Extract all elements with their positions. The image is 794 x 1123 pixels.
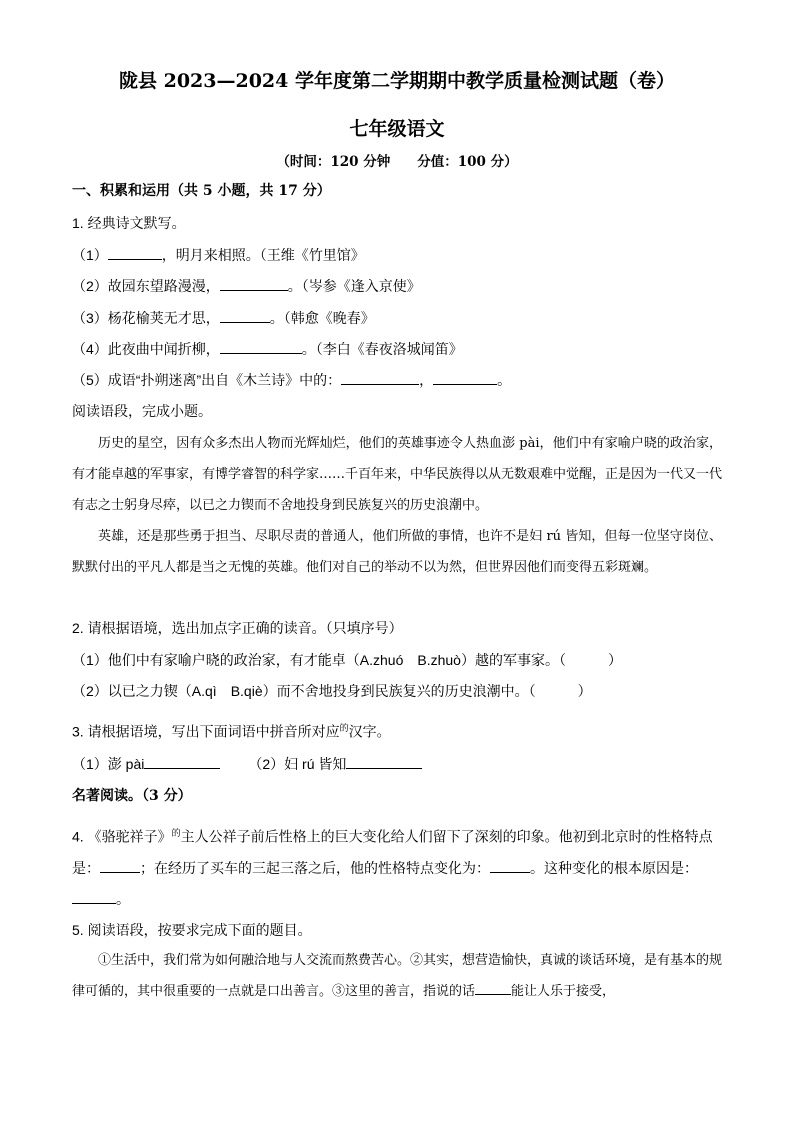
q1-item-2 [72,276,732,296]
answer-blank[interactable] [433,370,497,385]
answer-blank[interactable] [220,308,270,323]
q2-stem: 2. 请根据语境，选出加点字正确的读音。（只填序号） [72,620,403,636]
q4-line-1-sup: 的 [171,828,181,838]
reading-paragraph-1: 历史的星空，因有众多杰出人物而光辉灿烂，他们的英雄事迹令人热血澎 pài，他们中有家喻户晓的政治家，有才能卓越的军事家，有博学睿智的科学家……千百年来，中华民族得以从无数艰难中觉醒，正是因为一代又一代有志之士躬身尽瘁，以已之力锲而不舍地投身到民族复兴的历史浪潮中。 [72,436,723,513]
q1-item-3-post: 。（韩愈《晚春》 [269,310,375,326]
q1-item-4-post: 。（李白《春夜洛城闻笛》 [301,341,463,357]
q3-stem [72,718,732,742]
q5-stem: 5. 阅读语段，按要求完成下面的题目。 [72,922,312,938]
answer-blank[interactable] [72,889,116,904]
q4-line-2-b: ；在经历了买车的三起三落之后，他的性格特点变化为： [140,860,490,876]
answer-blank[interactable] [100,858,140,873]
q5-paragraph-text: ①生活中，我们常为如何融洽地与人交流而熬费苦心。②其实，想营造愉快，真诚的谈话环境，是有基本的规律可循的，其中很重要的一点就是口出善言。③这里的善言，指说的话 [72,953,723,999]
section-heading-2: 名著阅读。（3 分） [72,788,192,804]
q4-line-3-end: 。 [116,891,130,907]
q1-item-3-pre: （3）杨花榆荚无才思， [72,310,220,326]
q5-paragraph-end: 能让人乐于接受， [511,984,616,999]
q1-item-5-pre: （5）成语“扑朔迷离”出自《木兰诗》中的： [72,372,342,388]
q4-line-2 [72,858,732,878]
q3-items [72,754,732,774]
q4-line-2-a: 是： [72,860,100,876]
q1-item-1-pre: （1） [72,247,108,263]
section-heading-1: 一、积累和运用（共 5 小题，共 17 分） [72,183,331,199]
answer-blank[interactable] [144,754,220,769]
q4-line-1-post: 主人公祥子前后性格上的巨大变化给人们留下了深刻的印象。他初到北京时的性格特点 [180,828,713,845]
q4-line-1-pre: 4. 《骆驼祥子》 [72,828,172,845]
q4-line-3 [72,889,732,909]
q1-item-2-post: 。（岑参《逢入京使》 [287,278,421,294]
answer-blank[interactable] [490,858,530,873]
q1-item-5 [72,370,732,390]
q1-item-4 [72,339,732,359]
q1-item-5-post: 。 [497,372,512,388]
answer-blank[interactable] [475,980,511,995]
answer-blank[interactable] [220,339,302,354]
q2-item-1: （1）他们中有家喻户晓的政治家，有才能卓（A.zhuó B.zhuò）越的军事家。（ ） [72,652,622,668]
q1-stem: 1. 经典诗文默写。 [72,215,186,231]
q4-line-1 [72,823,732,847]
q1-item-4-pre: （4）此夜曲中闻折柳， [72,341,220,357]
answer-blank[interactable] [341,370,419,385]
reading-paragraph-2: 英雄，还是那些勇于担当、尽职尽责的普通人，他们所做的事情，也许不是妇 rú 皆知，但每一位坚守岗位、默默付出的平凡人都是当之无愧的英雄。他们对自己的举动不以为然，但世界因他们而变得五彩斑斓。 [72,529,722,575]
q1-item-3 [72,308,732,328]
q1-item-1-post: ，明月来相照。（王维《竹里馆》 [161,247,365,263]
q2-item-2: （2）以已之力锲（A.qì B.qiè）而不舍地投身到民族复兴的历史浪潮中。（ ） [72,683,592,699]
q3-stem-sup: 的 [339,723,349,733]
answer-blank[interactable] [346,754,422,769]
reading-intro: 阅读语段，完成小题。 [72,403,212,419]
q3-item-1: （1）澎 pài [72,756,145,772]
exam-subject: 七年级语文 [349,118,445,140]
q1-item-5-mid: ， [419,372,434,388]
q1-item-2-pre: （2）故园东望路漫漫， [72,278,220,294]
exam-meta: （时间：120 分钟 分值：100 分） [276,154,518,170]
q3-stem-post: 汉字。 [348,723,391,740]
q3-item-2: （2）妇 rú 皆知 [248,756,347,772]
q4-line-2-c: 。这种变化的根本原因是： [530,860,698,876]
answer-blank[interactable] [108,245,162,260]
answer-blank[interactable] [220,276,288,291]
exam-title: 陇县 2023—2024 学年度第二学期期中教学质量检测试题（卷） [119,70,675,92]
q1-item-1 [72,245,732,265]
q5-paragraph [72,945,722,1007]
q3-stem-pre: 3. 请根据语境，写出下面词语中拼音所对应 [72,723,340,740]
